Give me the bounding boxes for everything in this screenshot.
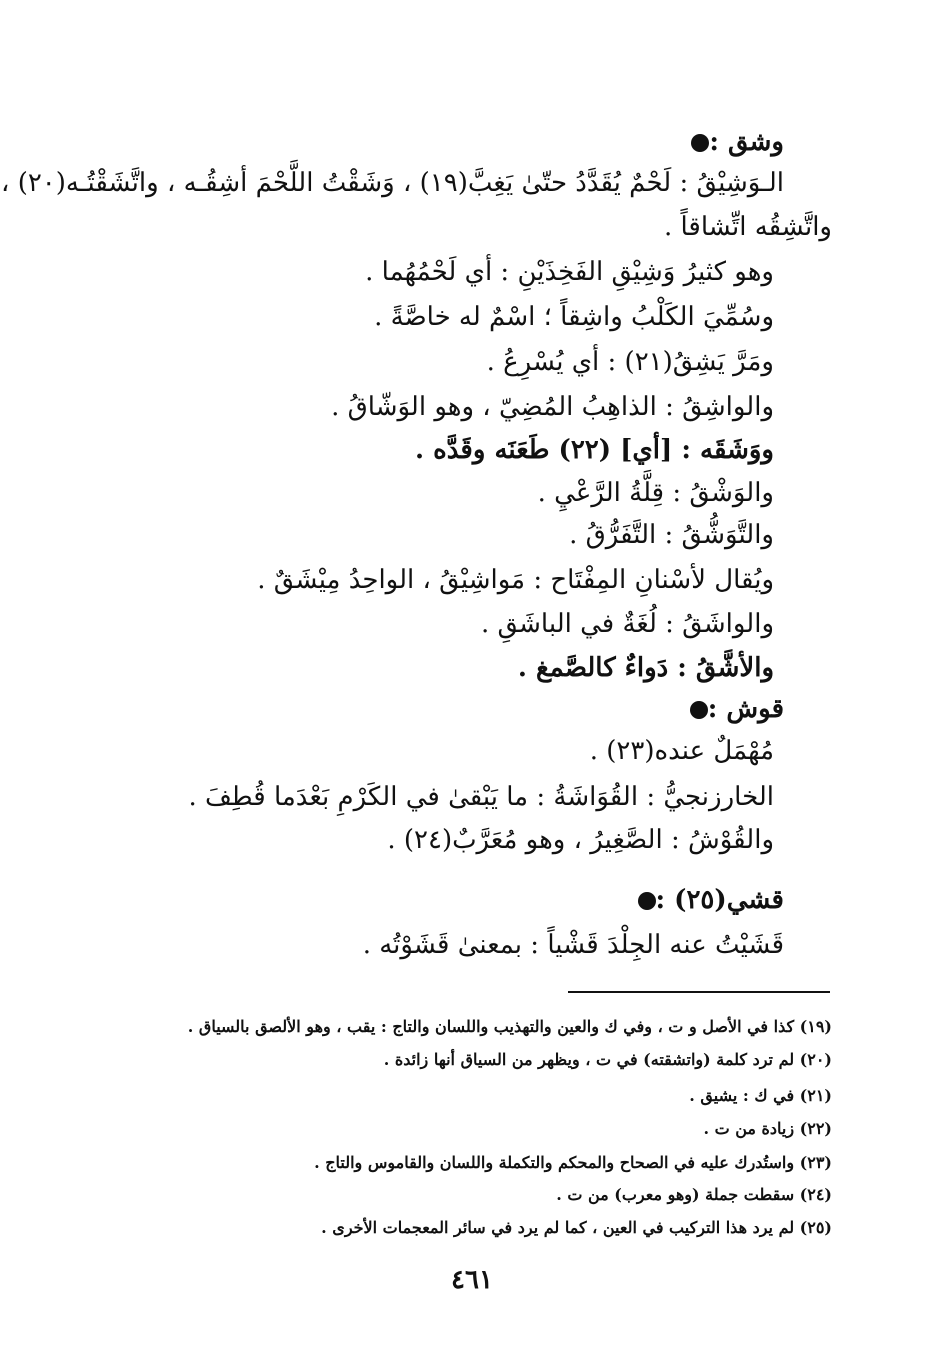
footnote-19: (١٩) كذا في الأصل و ت ، وفي ك والعين والتهذيب واللسان والتاج : يقب ، وهو الألصق بالسياق .: [187, 1017, 832, 1036]
footnote-25: (٢٥) لم يرد هذا التركيب في العين ، كما لم يرد في سائر المعجمات الأخرى .: [321, 1218, 832, 1237]
entry-line: ووَشَقَه : [أي] (٢٢) طَعَنَه وقَدَّه .: [415, 435, 774, 465]
entry-line: والتَّوَشُّقُ : التَّفَرُّقُ .: [569, 520, 774, 550]
bullet-icon: [690, 701, 708, 719]
page-number: ٤٦١: [451, 1265, 493, 1295]
entry-line: والواشِقُ : الذاهِبُ المُضِيّ ، وهو الوَشّاقُ .: [331, 392, 774, 422]
footnote-21: (٢١) في ك : يشيق .: [689, 1086, 832, 1105]
footnote-24: (٢٤) سقطت جملة (وهو معرب) من ت .: [556, 1185, 832, 1204]
entry-line: ومَرَّ يَشِقُ(٢١) : أي يُسْرِعُ .: [486, 347, 774, 377]
bullet-icon: [638, 892, 656, 910]
root-heading-qshy: قشي(٢٥) :: [630, 880, 785, 920]
entry-line: الـوَشِيْقُ : لَحْمٌ يُقَدَّدُ حتّىٰ يَغِبَّ(١٩) ، وَشَقْتُ اللَّحْمَ أشِقُـه ، واتَّشَقْتُـه(٢٠) ،: [1, 168, 784, 198]
entry-line: قَشَيْتُ عنه الجِلْدَ قَشْياً : بمعنىٰ قَشَوْتُه .: [362, 930, 784, 960]
entry-line: والوَشْقُ : قِلَّةُ الرَّعْيِ .: [537, 478, 774, 508]
entry-line: واتَّشِقُه اتِّشاقاً .: [663, 212, 832, 242]
entry-line: مُهْمَلٌ عنده(٢٣) .: [589, 736, 774, 766]
footnote-20: (٢٠) لم ترد كلمة (واتشقته) في ت ، ويظهر من السياق أنها زائدة .: [383, 1050, 832, 1069]
entry-line: وهو كثيرُ وَشِيْقِ الفَخِذَيْنِ : أي لَحْمُهُما .: [365, 257, 774, 287]
entry-line: وسُمِّيَ الكَلْبُ واشِقاً ؛ اسْمٌ له خاصَّةً .: [374, 302, 774, 332]
footnote-23: (٢٣) واستُدرك عليه في الصحاح والمحكم والتكملة واللسان والقاموس والتاج .: [314, 1153, 832, 1172]
root-heading-wshq: وشق :: [683, 122, 784, 162]
entry-line: والأشَّقُ : دَواءٌ كالصَّمغ .: [517, 653, 774, 683]
root-heading-qwsh: قوش :: [682, 689, 784, 729]
entry-line: والقُوْشُ : الصَّغِيرُ ، وهو مُعَرَّبٌ(٢٤) .: [387, 825, 774, 855]
bullet-icon: [691, 134, 709, 152]
entry-line: ويُقال لأسْنانِ المِفْتَاح : مَواشِيْقُ ، الواحِدُ مِيْشَقٌ .: [257, 565, 774, 595]
entry-line: الخارزنجيُّ : القُوَاشَةُ : ما يَبْقىٰ في الكَرْمِ بَعْدَما قُطِفَ .: [188, 782, 774, 812]
footnote-22: (٢٢) زيادة من ت .: [703, 1119, 832, 1138]
entry-line: والواشَقُ : لُغَةٌ في الباشَقِ .: [480, 609, 774, 639]
footnote-divider: [568, 991, 830, 993]
